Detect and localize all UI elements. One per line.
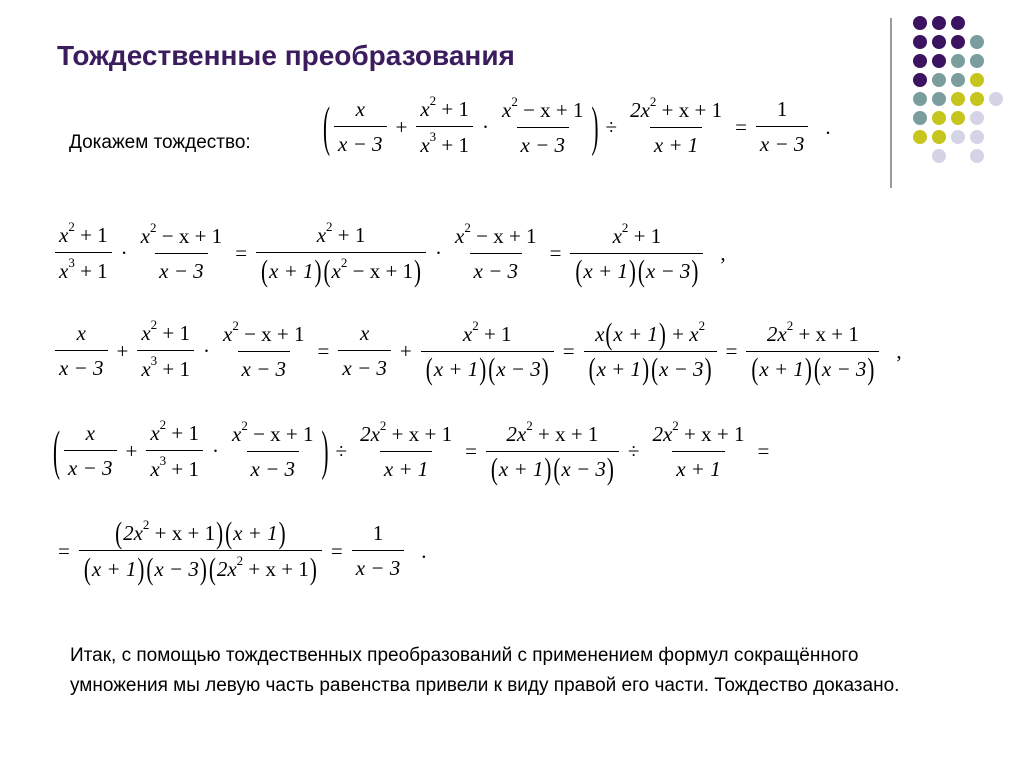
identity-statement: ( $\frac{x}{x - 3}$ + $\frac{x^2 + 1}{x^3 + 1}$ · $\frac{x^2 - x + 1}{x - 3}$ ) ÷ $\frac{2x^2 + x + 1}{x + 1}$ = $\frac{1}{x - 3}$ .: [323, 93, 831, 157]
proof-prompt: Докажем тождество:: [69, 132, 251, 153]
slide-title: Тождественные преобразования: [57, 40, 515, 71]
dot-purple-icon: [951, 16, 965, 30]
dot-purple-icon: [932, 54, 946, 68]
dot-lavender-icon: [932, 149, 946, 163]
dot-yellow-icon: [913, 130, 927, 144]
dot-teal-icon: [951, 73, 965, 87]
vertical-divider: [890, 18, 892, 188]
dot-lavender-icon: [970, 130, 984, 144]
dot-teal-icon: [913, 92, 927, 106]
dot-yellow-icon: [970, 73, 984, 87]
dot-purple-icon: [913, 73, 927, 87]
proof-line-4: = $\frac{(2x^2 + x + 1)(x + 1)}{(x + 1)(x - 3)(2x^2 + x + 1)}$ = $\frac{1}{x - 3}$ .: [58, 515, 427, 587]
dot-teal-icon: [913, 111, 927, 125]
dot-purple-icon: [932, 16, 946, 30]
proof-line-2: $\frac{x}{x - 3}$ + $\frac{x^2 + 1}{x^3 + 1}$ · $\frac{x^2 - x + 1}{x - 3}$ = $\frac{x}{x - 3}$ + $\frac{x^2 + 1}{(x + 1)(x - 3)}$ = $\frac{x(x + 1) + x^2}{(x + 1)(x - 3)}$ = $\frac{2x^2 + x + 1}{(x + 1)(x - 3)}$ ,: [52, 320, 902, 382]
proof-line-1: $\frac{x^2 + 1}{x^3 + 1}$ · $\frac{x^2 - x + 1}{x - 3}$ = $\frac{x^2 + 1}{(x + 1)(x^2 - x + 1)}$ · $\frac{x^2 - x + 1}{x - 3}$ = $\frac{x^2 + 1}{(x + 1)(x - 3)}$ ,: [52, 222, 726, 284]
dot-purple-icon: [913, 16, 927, 30]
proof-line-3: ( $\frac{x}{x - 3}$ + $\frac{x^2 + 1}{x^3 + 1}$ · $\frac{x^2 - x + 1}{x - 3}$ ) ÷ $\frac{2x^2 + x + 1}{x + 1}$ = $\frac{2x^2 + x + 1}{(x + 1)(x - 3)}$ ÷ $\frac{2x^2 + x + 1}{x + 1}$ =: [53, 417, 770, 486]
dot-lavender-icon: [951, 130, 965, 144]
dot-purple-icon: [913, 54, 927, 68]
dot-yellow-icon: [951, 92, 965, 106]
dot-yellow-icon: [951, 111, 965, 125]
dot-purple-icon: [932, 35, 946, 49]
dot-lavender-icon: [989, 92, 1003, 106]
dot-purple-icon: [951, 35, 965, 49]
dot-yellow-icon: [932, 111, 946, 125]
dot-yellow-icon: [970, 92, 984, 106]
dot-lavender-icon: [970, 111, 984, 125]
conclusion-text: Итак, с помощью тождественных преобразований с применением формул сокращённого умножения мы левую часть равенства привели к виду правой его части. Тождество доказано.: [70, 645, 900, 696]
dot-teal-icon: [932, 73, 946, 87]
dot-lavender-icon: [970, 149, 984, 163]
dot-yellow-icon: [932, 130, 946, 144]
dot-teal-icon: [970, 35, 984, 49]
dot-purple-icon: [913, 35, 927, 49]
dot-teal-icon: [970, 54, 984, 68]
dot-teal-icon: [932, 92, 946, 106]
dot-teal-icon: [951, 54, 965, 68]
